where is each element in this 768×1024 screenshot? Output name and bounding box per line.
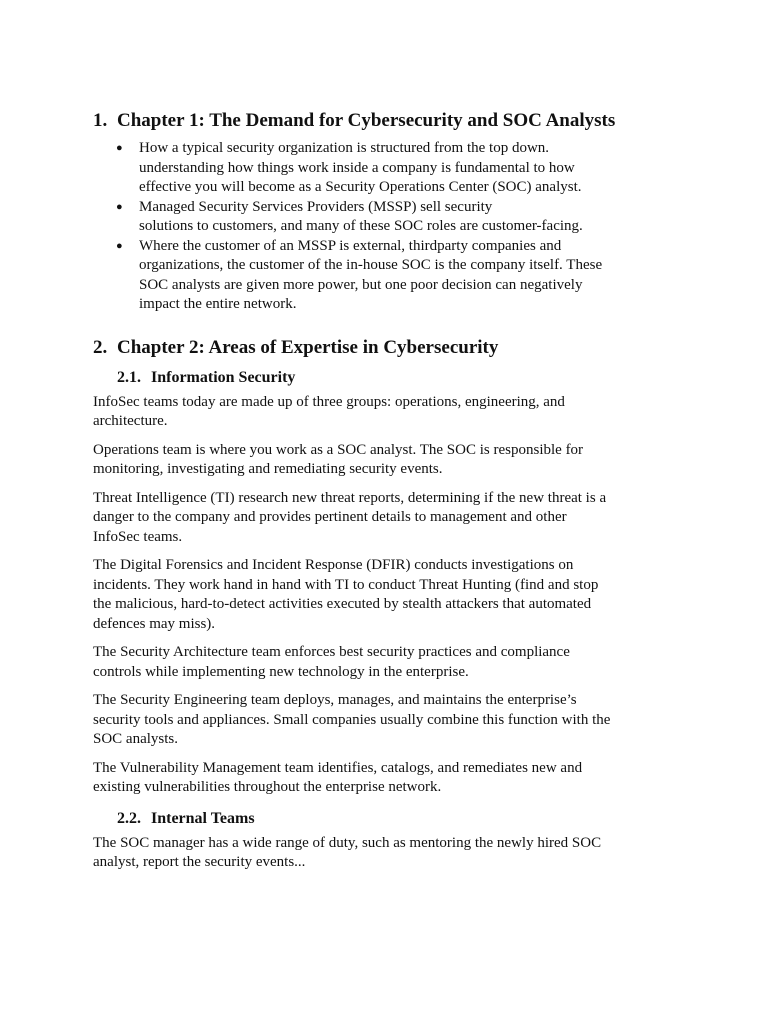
bullet-line: Managed Security Services Providers (MSSP) sell security xyxy=(139,198,493,215)
bullet-line: Where the customer of an MSSP is external, thirdparty companies and xyxy=(139,237,562,254)
paragraph-line: The Vulnerability Management team identifies, catalogs, and remediates new and xyxy=(93,759,583,776)
bullet-icon: ● xyxy=(116,142,123,154)
paragraph-line: defences may miss). xyxy=(93,615,216,632)
paragraph-line: The Digital Forensics and Incident Response (DFIR) conducts investigations on xyxy=(93,557,574,573)
chapter-2-number: 2. xyxy=(93,336,108,358)
bullet-item xyxy=(93,198,683,237)
paragraph-line: analyst, report the security events... xyxy=(93,854,306,870)
paragraph-line: danger to the company and provides pertinent details to management and other xyxy=(93,509,567,525)
bullet-icon: ● xyxy=(116,239,123,252)
paragraph-line: Operations team is where you work as a SOC analyst. The SOC is responsible for xyxy=(93,441,584,458)
section-2-1-number: 2.1. xyxy=(117,368,141,386)
bullet-line: effective you will become as a Security Operations Center (SOC) analyst. xyxy=(139,179,582,195)
bullet-line: How a typical security organization is structured from the top down. xyxy=(139,140,550,156)
bullet-item xyxy=(93,139,683,198)
document-page xyxy=(93,108,683,882)
paragraph xyxy=(93,834,683,873)
chapter-1-heading xyxy=(93,108,683,134)
paragraph-line: controls while implementing new technology in the enterprise. xyxy=(93,663,469,680)
chapter-1-title: Chapter 1: The Demand for Cybersecurity and SOC Analysts xyxy=(117,110,616,131)
section-2-2-title: Internal Teams xyxy=(151,809,255,827)
bullet-icon: ● xyxy=(116,200,123,213)
bullet-item xyxy=(93,237,683,315)
paragraph-line: security tools and appliances. Small companies usually combine this function with the xyxy=(93,711,611,728)
paragraph-line: incidents. They work hand in hand with TI to conduct Threat Hunting (find and stop xyxy=(93,576,599,593)
section-2-1-heading xyxy=(117,367,683,389)
paragraph-line: InfoSec teams. xyxy=(93,528,183,545)
paragraph xyxy=(93,691,683,750)
paragraph-line: the malicious, hard-to-detect activities executed by stealth attackers that automated xyxy=(93,596,592,612)
paragraph-line: monitoring, investigating and remediating security events. xyxy=(93,461,443,477)
bullet-line: organizations, the customer of the in-house SOC is the company itself. These xyxy=(139,257,603,273)
paragraph xyxy=(93,643,683,682)
chapter-2-heading xyxy=(93,335,683,361)
bullet-line: understanding how things work inside a company is fundamental to how xyxy=(139,159,575,176)
paragraph-line: architecture. xyxy=(93,413,168,429)
paragraph-line: InfoSec teams today are made up of three groups: operations, engineering, and xyxy=(93,393,565,410)
paragraph-line: Threat Intelligence (TI) research new threat reports, determining if the new threat is a xyxy=(93,489,607,506)
paragraph-line: The Security Engineering team deploys, manages, and maintains the enterprise’s xyxy=(93,692,577,708)
bullet-line: impact the entire network. xyxy=(139,296,297,312)
section-2-1-title: Information Security xyxy=(151,368,296,386)
bullet-line: SOC analysts are given more power, but one poor decision can negatively xyxy=(139,276,583,293)
section-2-2-number: 2.2. xyxy=(117,809,141,827)
chapter-2-title: Chapter 2: Areas of Expertise in Cybersecurity xyxy=(117,336,499,358)
chapter-1-number: 1. xyxy=(93,110,108,131)
paragraph-line: The SOC manager has a wide range of duty, such as mentoring the newly hired SOC xyxy=(93,834,602,851)
paragraph xyxy=(93,556,683,634)
paragraph xyxy=(93,489,683,548)
bullet-line: solutions to customers, and many of these SOC roles are customer-facing. xyxy=(139,218,583,234)
section-2-2-heading xyxy=(117,808,683,830)
chapter-1-bullet-list xyxy=(93,139,683,315)
paragraph-line: SOC analysts. xyxy=(93,731,179,747)
paragraph xyxy=(93,441,683,480)
paragraph xyxy=(93,759,683,798)
paragraph xyxy=(93,393,683,432)
paragraph-line: The Security Architecture team enforces best security practices and compliance xyxy=(93,644,570,660)
paragraph-line: existing vulnerabilities throughout the enterprise network. xyxy=(93,779,442,795)
